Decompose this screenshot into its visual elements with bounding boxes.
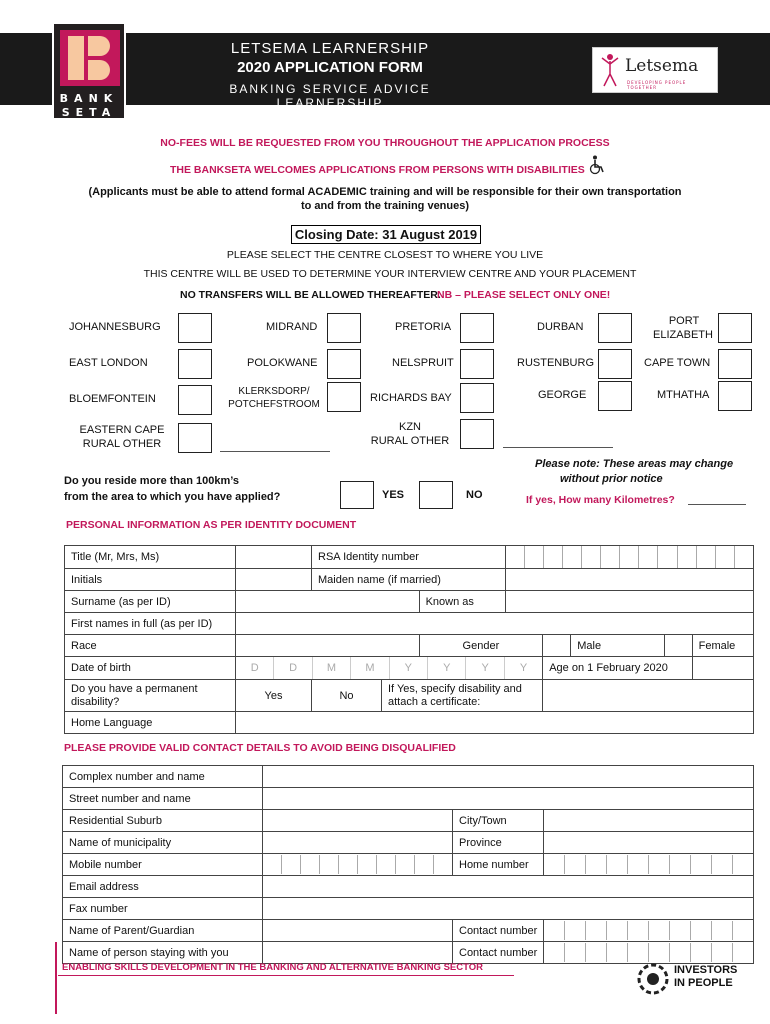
age-label: Age on 1 February 2020 — [543, 657, 692, 680]
closing-date: Closing Date: 31 August 2019 — [291, 225, 481, 244]
disability-no[interactable]: No — [312, 680, 382, 712]
no-transfers-note: NO TRANSFERS WILL BE ALLOWED THEREAFTER. — [180, 289, 441, 301]
initials-input[interactable] — [236, 569, 312, 591]
guardian-contact-label: Contact number — [453, 920, 544, 942]
centre-checkbox-rustenburg[interactable] — [598, 349, 632, 379]
home-number-label: Home number — [453, 854, 544, 876]
logo-text-bank: BANK — [59, 92, 119, 105]
centre-checkbox-east-london[interactable] — [178, 349, 212, 379]
centre-label-east-london: EAST LONDON — [69, 357, 148, 369]
suburb-label: Residential Suburb — [63, 810, 263, 832]
kzn-specify-line[interactable] — [503, 447, 613, 448]
footer-divider — [58, 975, 514, 976]
centre-label-bloemfontein: BLOEMFONTEIN — [69, 393, 156, 405]
centre-label-cape-town: CAPE TOWN — [644, 357, 711, 369]
disability-label — [65, 680, 236, 712]
mobile-input[interactable] — [263, 854, 453, 876]
centre-label-george: GEORGE — [538, 389, 587, 401]
email-input[interactable] — [263, 876, 754, 898]
dob-day-1: D — [236, 657, 274, 679]
complex-input[interactable] — [263, 766, 754, 788]
centre-label-kzn-2: RURAL OTHER — [370, 435, 450, 447]
guardian-input[interactable] — [263, 920, 453, 942]
surname-input[interactable] — [236, 591, 420, 613]
centre-label-johannesburg: JOHANNESBURG — [69, 321, 161, 333]
centre-label-rustenburg: RUSTENBURG — [517, 357, 595, 369]
known-as-input[interactable] — [505, 591, 753, 613]
eastern-cape-specify-line[interactable] — [220, 451, 330, 452]
footer-accent-bar — [55, 942, 57, 1014]
mobile-label: Mobile number — [63, 854, 263, 876]
centre-checkbox-kzn[interactable] — [460, 419, 494, 449]
select-only-one-note: NB – PLEASE SELECT ONLY ONE! — [437, 289, 611, 301]
iip-line2: IN PEOPLE — [674, 977, 733, 989]
centre-checkbox-richards-bay[interactable] — [460, 383, 494, 413]
dob-month-1: M — [313, 657, 351, 679]
centre-label-klerksdorp-2: POTCHEFSTROOM — [228, 399, 320, 410]
title-label: Title (Mr, Mrs, Ms) — [65, 546, 236, 569]
centre-checkbox-nelspruit[interactable] — [460, 349, 494, 379]
initials-label: Initials — [65, 569, 236, 591]
complex-label: Complex number and name — [63, 766, 263, 788]
centre-label-pretoria: PRETORIA — [395, 321, 452, 333]
letsema-figure-icon — [599, 52, 621, 88]
disability-label-line2: disability? — [71, 695, 120, 708]
female-label: Female — [692, 635, 753, 657]
dob-day-2: D — [274, 657, 312, 679]
city-input[interactable] — [544, 810, 754, 832]
male-checkbox[interactable] — [664, 635, 692, 657]
fax-label: Fax number — [63, 898, 263, 920]
province-label: Province — [453, 832, 544, 854]
centre-checkbox-midrand[interactable] — [327, 313, 361, 343]
centre-checkbox-klerksdorp[interactable] — [327, 382, 361, 412]
disability-yes[interactable]: Yes — [236, 680, 312, 712]
centre-label-eastern-cape-2: RURAL OTHER — [82, 438, 162, 450]
bankseta-logo — [52, 22, 126, 120]
areas-note-line2: without prior notice — [560, 473, 663, 485]
logo-text-seta: SETA — [61, 106, 117, 119]
iip-line1: INVESTORS — [674, 964, 738, 976]
centre-label-klerksdorp-1: KLERKSDORP/ — [238, 386, 310, 397]
staying-with-label: Name of person staying with you — [63, 942, 263, 964]
program-name: BANKING SERVICE ADVICE LEARNERSHIP — [229, 82, 431, 110]
centre-checkbox-pretoria[interactable] — [460, 313, 494, 343]
centre-checkbox-george[interactable] — [598, 381, 632, 411]
centre-label-eastern-cape-1: EASTERN CAPE — [79, 424, 165, 436]
kilometres-input-line[interactable] — [688, 504, 746, 505]
personal-info-table — [64, 545, 754, 734]
first-names-label: First names in full (as per ID) — [65, 613, 236, 635]
centre-label-nelspruit: NELSPRUIT — [392, 357, 454, 369]
centre-checkbox-johannesburg[interactable] — [178, 313, 212, 343]
personal-info-heading: PERSONAL INFORMATION AS PER IDENTITY DOCUMENT — [66, 519, 357, 531]
centre-label-durban: DURBAN — [537, 321, 584, 333]
distance-question-line1: Do you reside more than 100km’s — [64, 475, 240, 487]
centre-use-note: THIS CENTRE WILL BE USED TO DETERMINE YOUR INTERVIEW CENTRE AND YOUR PLACEMENT — [143, 268, 637, 280]
disability-label-line1: Do you have a permanent — [71, 682, 198, 695]
centre-checkbox-durban[interactable] — [598, 313, 632, 343]
dob-year-4: Y — [519, 662, 528, 674]
centre-label-port-elizabeth-2: ELIZABETH — [653, 329, 713, 341]
letsema-name: Letsema — [625, 56, 699, 76]
dob-input[interactable] — [236, 657, 543, 680]
distance-no-label: NO — [466, 489, 483, 501]
home-number-input[interactable] — [544, 854, 754, 876]
rsa-id-input[interactable] — [505, 546, 753, 569]
centre-checkbox-port-elizabeth[interactable] — [718, 313, 752, 343]
centre-checkbox-eastern-cape[interactable] — [178, 423, 212, 453]
bankseta-mark — [60, 30, 120, 86]
areas-note-line1: Please note: These areas may change — [535, 458, 734, 470]
email-label: Email address — [63, 876, 263, 898]
dob-label: Date of birth — [65, 657, 236, 680]
municipality-input[interactable] — [263, 832, 453, 854]
disability-specify-input[interactable] — [543, 680, 754, 712]
guardian-contact-input[interactable] — [544, 920, 754, 942]
disability-specify-label — [382, 680, 543, 712]
distance-yes-label: YES — [382, 489, 405, 501]
fax-input[interactable] — [263, 898, 754, 920]
centre-label-mthatha: MTHATHA — [657, 389, 710, 401]
contact-table — [62, 765, 754, 964]
dob-month-2: M — [351, 657, 389, 679]
no-fees-notice: NO-FEES WILL BE REQUESTED FROM YOU THROUGHOUT THE APPLICATION PROCESS — [160, 137, 610, 149]
home-language-label: Home Language — [65, 712, 236, 734]
centre-checkbox-bloemfontein[interactable] — [178, 385, 212, 415]
race-label: Race — [65, 635, 236, 657]
home-language-input[interactable] — [236, 712, 754, 734]
select-centre-instruction: PLEASE SELECT THE CENTRE CLOSEST TO WHERE YOU LIVE — [226, 249, 544, 261]
distance-no-checkbox[interactable] — [419, 481, 453, 509]
footer-tagline: ENABLING SKILLS DEVELOPMENT IN THE BANKING AND ALTERNATIVE BANKING SECTOR — [62, 962, 484, 973]
letsema-logo — [592, 47, 718, 93]
transport-note-line1: (Applicants must be able to attend formal ACADEMIC training and will be responsible for their own transportation — [88, 186, 682, 198]
province-input[interactable] — [544, 832, 754, 854]
centre-checkbox-polokwane[interactable] — [327, 349, 361, 379]
transport-note-line2: to and from the training venues) — [300, 200, 470, 212]
guardian-label: Name of Parent/Guardian — [63, 920, 263, 942]
dob-year-1: Y — [390, 657, 428, 679]
centre-label-polokwane: POLOKWANE — [247, 357, 318, 369]
distance-question-line2: from the area to which you have applied? — [64, 491, 281, 503]
staying-with-contact-input[interactable] — [544, 942, 754, 964]
maiden-name-input[interactable] — [505, 569, 753, 591]
dob-year-3: Y — [466, 657, 504, 679]
known-as-label: Known as — [419, 591, 505, 613]
centre-label-kzn-1: KZN — [399, 421, 421, 433]
letsema-tagline: DEVELOPING PEOPLE TOGETHER — [627, 80, 687, 90]
dob-year-2: Y — [428, 657, 466, 679]
centre-label-midrand: MIDRAND — [266, 321, 318, 333]
rsa-id-label: RSA Identity number — [312, 546, 506, 569]
first-names-input[interactable] — [236, 613, 754, 635]
staying-with-contact-label: Contact number — [453, 942, 544, 964]
investors-in-people-icon — [636, 962, 670, 996]
city-label: City/Town — [453, 810, 544, 832]
street-input[interactable] — [263, 788, 754, 810]
wheelchair-icon — [588, 155, 606, 175]
age-input[interactable] — [692, 657, 753, 680]
street-label: Street number and name — [63, 788, 263, 810]
gender-box-1[interactable] — [543, 635, 571, 657]
maiden-name-label: Maiden name (if married) — [312, 569, 506, 591]
title-input[interactable] — [236, 546, 312, 569]
distance-yes-checkbox[interactable] — [340, 481, 374, 509]
centre-label-port-elizabeth-1: PORT — [668, 315, 700, 327]
centre-label-richards-bay: RICHARDS BAY — [370, 392, 452, 404]
municipality-label: Name of municipality — [63, 832, 263, 854]
centre-checkbox-cape-town[interactable] — [718, 349, 752, 379]
specify-line1: If Yes, specify disability and — [388, 682, 522, 695]
form-subtitle: 2020 APPLICATION FORM — [237, 59, 423, 76]
specify-line2: attach a certificate: — [388, 695, 481, 708]
surname-label: Surname (as per ID) — [65, 591, 236, 613]
form-title: LETSEMA LEARNERSHIP — [230, 40, 430, 57]
staying-with-input[interactable] — [263, 942, 453, 964]
suburb-input[interactable] — [263, 810, 453, 832]
disability-notice: THE BANKSETA WELCOMES APPLICATIONS FROM PERSONS WITH DISABILITIES — [170, 164, 585, 176]
centre-checkbox-mthatha[interactable] — [718, 381, 752, 411]
male-label: Male — [571, 635, 664, 657]
kilometres-question: If yes, How many Kilometres? — [526, 494, 675, 506]
race-input[interactable] — [236, 635, 420, 657]
contact-heading: PLEASE PROVIDE VALID CONTACT DETAILS TO AVOID BEING DISQUALIFIED — [64, 742, 456, 754]
gender-label: Gender — [419, 635, 543, 657]
